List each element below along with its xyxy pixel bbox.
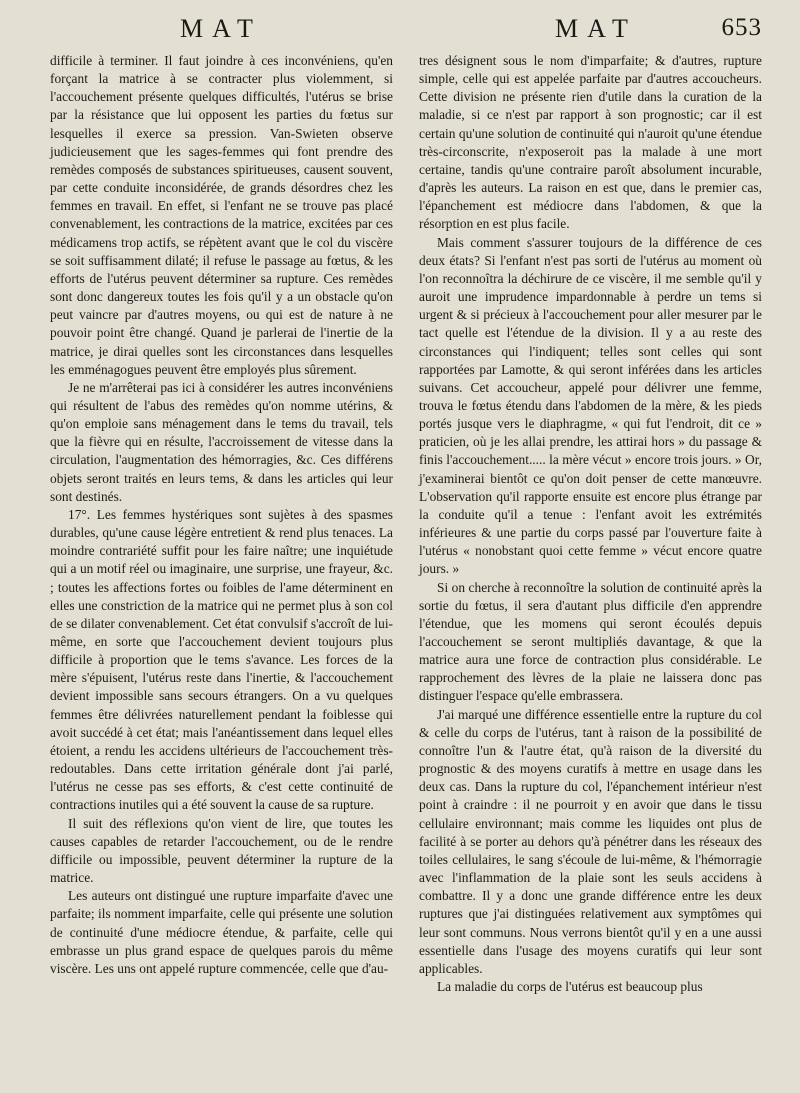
header-left-word: MAT	[180, 14, 262, 43]
paragraph: Je ne m'arrêterai pas ici à considérer les autres inconvéniens qui résultent de l'abus des remèdes qu'on nomme utérins, & qu'on emploie sans ménagement dans le tems du travail, tels que la fièvre qui en résulte, l'accroissement de vitesse dans la circulation, l'augmentation des hémorragies, &c. Ces différens objets seront traités en leurs tems, & dans les articles qui leur sont destinés.	[50, 379, 393, 504]
paragraph: Il suit des réflexions qu'on vient de lire, que toutes les causes capables de retarder l'accouchement, ou de le rendre difficile ou impossible, peuvent déterminer la rupture de la matrice.	[50, 815, 393, 886]
right-column	[419, 52, 762, 996]
paragraph: Mais comment s'assurer toujours de la différence de ces deux états? Si l'enfant n'est pas sorti de l'utérus au moment où l'on reconnoîtra la déchirure de ce viscère, il me semble qu'il y auroit une imprudence impardonnable à perdre un tems si urgent & si précieux à l'accouchement pour aller mesurer par le tact quelle est l'étendue de la division. Il y a au reste des circonstances qui l'indiquent; telles sont celles qui sont rapportées par Lamotte, & qui seront inférées dans les articles suivans. Cet accoucheur, appelé pour délivrer une femme, trouva le fœtus étendu dans l'abdomen de la mère, & les pieds portés jusque vers le diaphragme, « qui fut l'endroit, dit ce » praticien, où je les allai prendre, les attirai hors » du passage & finis l'accouchement..... la mère vécut » encore trois jours. » Or, j'examinerai bientôt ce qu'on doit penser de cette manœuvre. L'observation qu'il rapporte ensuite est encore plus étrange par la conduite qu'il a tenue : l'enfant avoit les extrémités inférieures & une partie du corps passé par l'ouverture faite à l'utérus « nonobstant quoi cette femme » vécut encore quatre jours. »	[419, 234, 762, 577]
header-right-word: MAT	[555, 14, 637, 43]
paragraph: tres désignent sous le nom d'imparfaite; & d'autres, rupture simple, celle qui est appelée parfaite par d'autres accoucheurs. Cette division ne présente rien d'utile dans la curation de la maladie, si ce n'est par rapport à son prognostic; car il est certain qu'une solution de continuité qui n'auroit qu'une étendue très-circonscrite, n'exposeroit pas la malade à une mort certaine, tandis qu'une contraire paroît absolument incurable, d'après les auteurs. La raison en est que, dans le premier cas, l'épanchement est médiocre dans l'abdomen, & que la résorption en est plus facile.	[419, 53, 762, 232]
paragraph: J'ai marqué une différence essentielle entre la rupture du col & celle du corps de l'utérus, tant à raison de la possibilité de connoître l'un & l'autre état, qu'à raison de la diversité du prognostic & des moyens curatifs à mettre en usage dans les deux cas. Dans la rupture du col, l'épanchement intérieur n'est point à craindre : il ne pourroit y en avoir que dans le tissu cellulaire environnant; mais comme les liquides ont plus de facilité à se porter au dehors qu'à pénétrer dans les réseaux des toiles cellulaires, le sang s'écoule de lui-même, & l'hémorragie avec l'inflammation de la plaie sont les seuls accidens à combattre. Il y a donc une grande différence entre les deux ruptures que j'ai distinguées relativement aux symptômes qui leur sont communs. Nous verrons bientôt qu'il y en a une aussi essentielle dans l'usage des moyens curatifs qui leur sont applicables.	[419, 706, 762, 976]
paragraph: difficile à terminer. Il faut joindre à ces inconvéniens, qu'en forçant la matrice à se contracter plus violemment, si l'accouchement présente quelques difficultés, l'utérus se brise par la résistance que lui opposent les parties du fœtus sur lesquelles il exerce sa pression. Van-Swieten observe judicieusement que les sages-femmes qui font prendre des remèdes composés de substances spiritueuses, causent souvent, par cette conduite inconsidérée, de grands désordres chez les femmes en travail. En effet, si l'enfant ne se trouve pas placé convenablement, les contractions de la matrice, excitées par ces médicamens trop actifs, se répètent avant que le col du viscère se soit suffisamment dilaté; il refuse le passage au fœtus, & les efforts de l'utérus peuvent déterminer sa rupture. Ces remèdes sont donc dangereux toutes les fois qu'il y a un obstacle qu'on peut vaincre par d'autres moyens, ou qui est de nature à ne pouvoir point être changé. Quand je parlerai de l'inertie de la matrice, je dirai quelles sont les circonstances dans lesquelles les emménagogues peuvent être employés plus sûrement.	[50, 53, 393, 377]
left-column	[50, 52, 393, 996]
running-header	[50, 0, 762, 52]
paragraph: 17°. Les femmes hystériques sont sujètes à des spasmes durables, qu'une cause légère entretient & rend plus tenaces. La moindre contrariété suffit pour les faire naître; une inquiétude qui a un motif réel ou imaginaire, une surprise, une frayeur, &c. ; toutes les affections fortes ou foibles de l'ame déterminent en elles une constriction de la matrice qui ne permet plus à son col de se dilater convenablement. Cet état convulsif s'accroît de lui-même, en sorte que l'accouchement devient toujours plus difficile à proportion que le tems s'avance. Les forces de la mère s'épuisent, l'utérus reste dans l'inertie, & l'accouchement devient impossible sans secours étrangers. On a vu quelques femmes être délivrées naturellement pendant la foiblesse qui avoit succédé à cet état; mais l'anéantissement dans lequel elles étoient, a rendu les accidens ultérieurs de l'accouchement très-redoutables. Dans cette irritation générale dont j'ai parlé, l'utérus ne cesse pas ses efforts, & c'est cette continuité de contractions inutiles qui a été souvent la cause de sa rupture.	[50, 506, 393, 813]
text-columns	[50, 52, 762, 996]
paragraph: La maladie du corps de l'utérus est beaucoup plus	[437, 978, 703, 994]
paragraph: Les auteurs ont distingué une rupture imparfaite d'avec une parfaite; ils nomment imparfaite, celle qui présente une solution de continuité d'une médiocre étendue, & parfaite, celle qui embrasse un plus grand espace de quelques parois du même viscère. Les uns ont appelé rupture commencée, celle que d'au-	[50, 888, 393, 976]
page-number: 653	[721, 14, 762, 41]
paragraph: Si on cherche à reconnoître la solution de continuité après la sortie du fœtus, il sera d'autant plus difficile d'en apprendre l'étendue, que les momens qui seront écoulés depuis l'accouchement se seront multipliés davantage, & que la matrice aura une force de contraction plus considérable. Le rapprochement des lèvres de la plaie ne laissera donc pas distinguer l'espace qu'elle embrassera.	[419, 579, 762, 704]
